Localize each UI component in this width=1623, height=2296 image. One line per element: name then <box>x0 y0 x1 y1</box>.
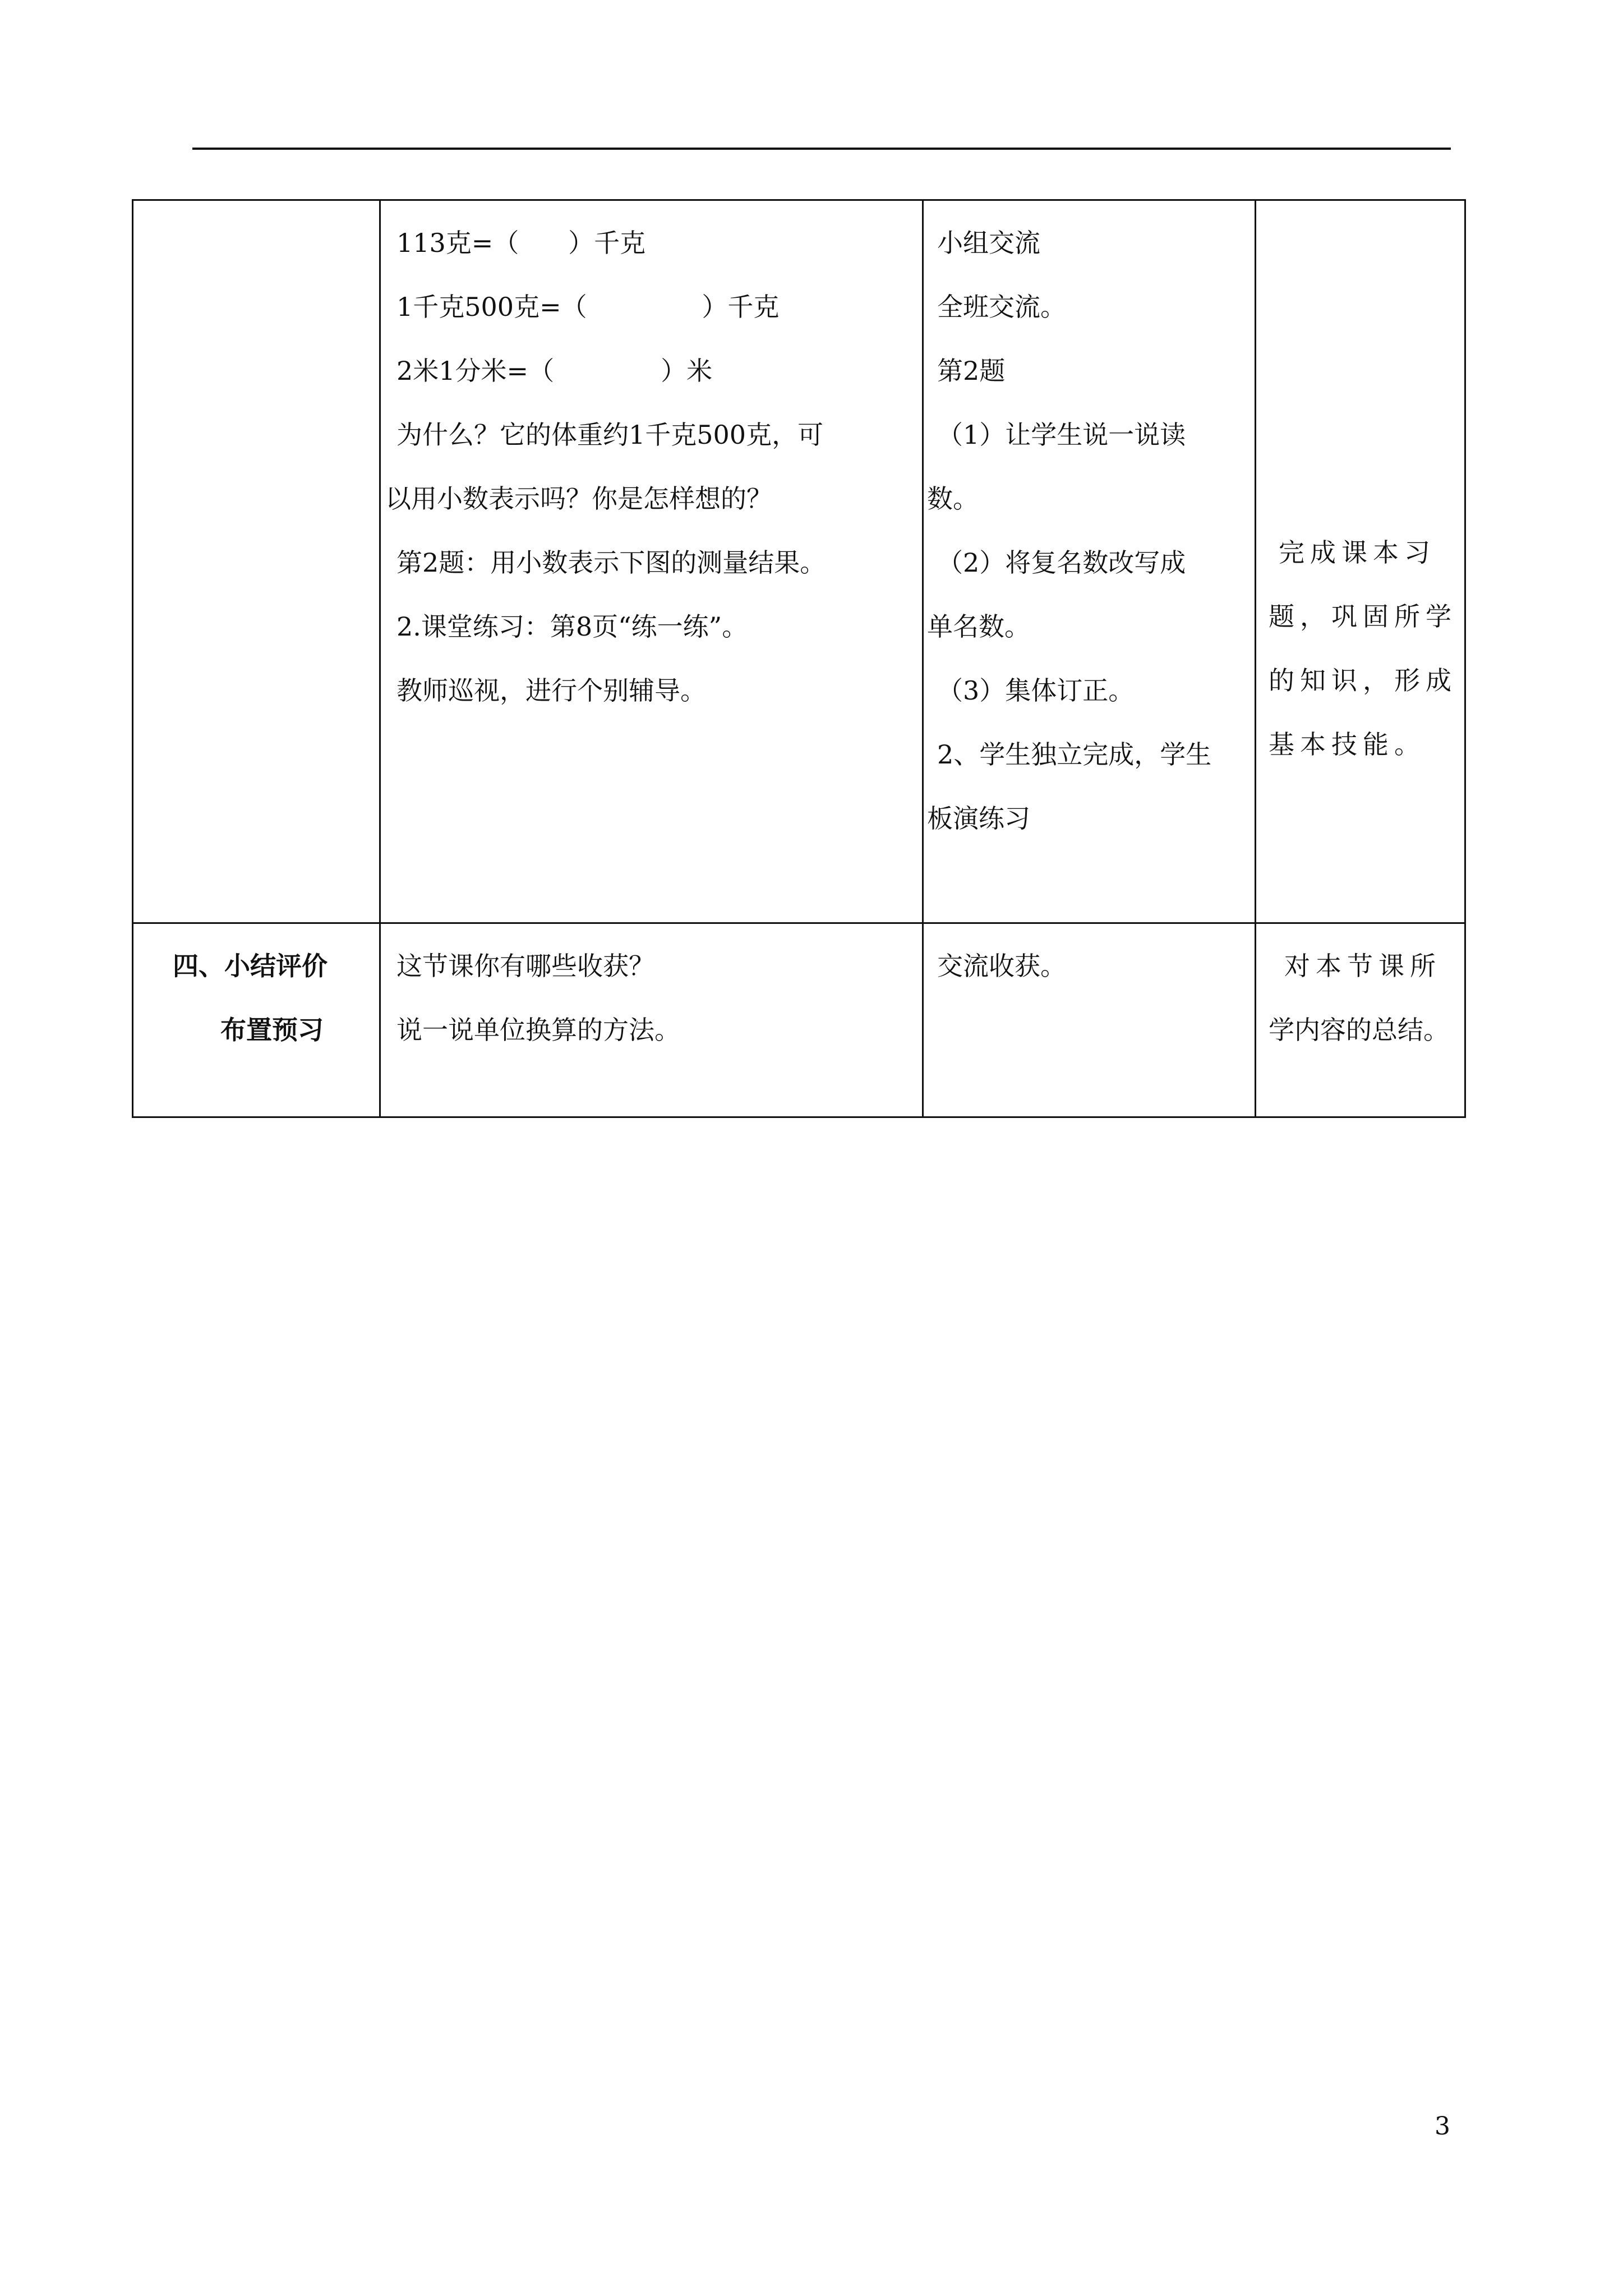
teacher-line: 第2题：用小数表示下图的测量结果。 <box>396 547 826 578</box>
stage-cell <box>133 200 380 923</box>
student-line: 数。 <box>927 484 979 514</box>
student-line: 板演练习 <box>927 803 1030 834</box>
page-number: 3 <box>1435 2112 1450 2141</box>
student-line: 小组交流 <box>937 228 1040 258</box>
teacher-line: 以用小数表示吗？你是怎样想的？ <box>385 484 772 514</box>
intent-line: 对本节课所 <box>1284 951 1441 981</box>
student-line: 交流收获。 <box>937 951 1066 981</box>
design-intent-cell <box>1256 923 1465 1117</box>
teacher-line: 1千克500克=（ ）千克 <box>396 292 780 322</box>
teacher-line: 113克=（ ）千克 <box>396 228 646 258</box>
student-line: 2、学生独立完成，学生 <box>937 739 1212 770</box>
student-line: （2）将复名数改写成 <box>937 547 1186 578</box>
stage-line: 布置预习 <box>220 1015 324 1045</box>
header-rule <box>192 148 1451 150</box>
student-line: （3）集体订正。 <box>937 675 1135 706</box>
student-activity-cell <box>923 200 1256 923</box>
teacher-line: 2米1分米=（ ）米 <box>396 356 713 386</box>
teacher-activity-cell <box>380 923 923 1117</box>
intent-line: 题，巩固所学 <box>1269 601 1457 632</box>
student-activity-cell <box>923 923 1256 1117</box>
intent-line: 完成课本习 <box>1279 537 1436 568</box>
student-line: 单名数。 <box>927 611 1030 642</box>
table-row <box>133 923 1465 1117</box>
teacher-line: 教师巡视，进行个别辅导。 <box>396 675 706 706</box>
teacher-line: 为什么？它的体重约1千克500克，可 <box>396 420 824 450</box>
student-line: 全班交流。 <box>937 292 1066 322</box>
stage-cell <box>133 923 380 1117</box>
intent-line: 学内容的总结。 <box>1269 1015 1449 1045</box>
student-line: 第2题 <box>937 356 1006 386</box>
stage-label <box>133 201 379 211</box>
design-intent-cell <box>1256 200 1465 923</box>
table-row <box>133 200 1465 923</box>
intent-line: 的知识，形成 <box>1269 665 1457 696</box>
teacher-line: 2.课堂练习：第8页“练一练”。 <box>396 611 748 642</box>
stage-label <box>133 924 379 1062</box>
teacher-line: 说一说单位换算的方法。 <box>396 1015 680 1045</box>
stage-line: 四、小结评价 <box>173 951 328 981</box>
teacher-line: 这节课你有哪些收获？ <box>396 951 654 981</box>
lesson-plan-table <box>132 199 1466 1118</box>
intent-line: 基本技能。 <box>1269 729 1426 760</box>
student-line: （1）让学生说一说读 <box>937 420 1186 450</box>
teacher-activity-cell <box>380 200 923 923</box>
